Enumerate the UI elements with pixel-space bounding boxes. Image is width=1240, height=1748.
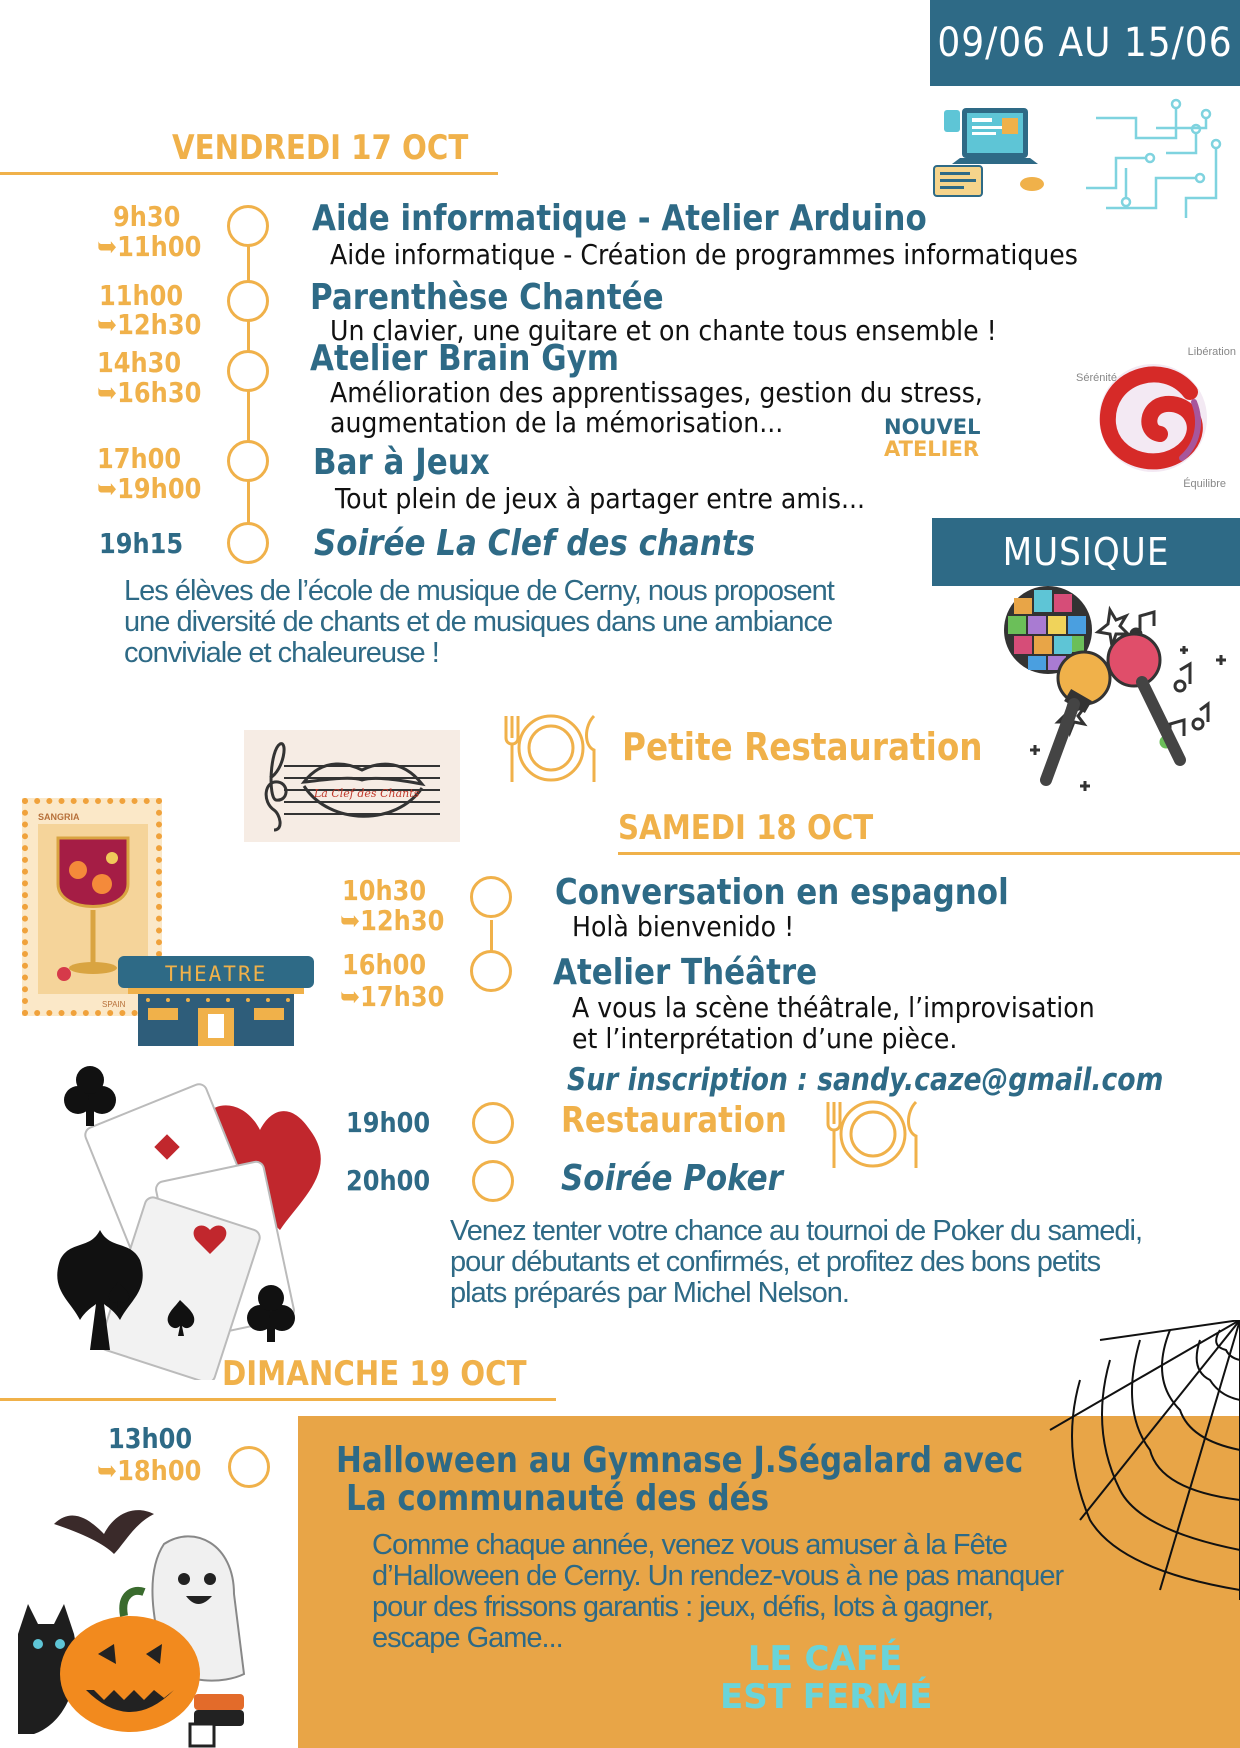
timeline-dot [227,280,269,322]
saturday-heading: SAMEDI 18 OCT [618,808,874,848]
new-badge-line1: NOUVEL [884,415,981,439]
date-range-text: 09/06 AU 15/06 [937,20,1233,66]
plate-cutlery-icon [498,710,604,786]
timeline-dot [227,205,269,247]
saturday-rule [618,852,1240,855]
logo-left-label: Sérénité [1076,372,1117,384]
event-title: Soirée Poker [561,1158,783,1199]
theatre-illustration [118,950,314,1050]
paragraph-line: plats préparés par Michel Nelson. [450,1277,849,1309]
event-end-time: ➥19h00 [97,472,202,505]
timeline-dot [470,876,512,918]
timeline-dot [470,950,512,992]
event-start-time: 17h00 [97,442,182,475]
paragraph-line: pour des frissons garantis : jeux, défis, lots à gagner, [372,1591,994,1623]
event-start-time: 20h00 [346,1164,431,1197]
microphones-icon [1030,590,1235,810]
theatre-sign-text: THEATRE [164,962,268,986]
timeline-dot [472,1160,514,1202]
event-title: Soirée La Clef des chants [314,523,756,564]
halloween-title-line1: Halloween au Gymnase J.Ségalard avec [336,1440,1024,1481]
friday-rule [0,172,498,175]
event-description: Un clavier, une guitare et on chante tous ensemble ! [330,314,997,347]
timeline-dot [228,1446,270,1488]
event-title: Parenthèse Chantée [310,277,664,318]
friday-heading: VENDREDI 17 OCT [172,128,469,168]
halloween-icon [14,1484,284,1748]
soiree-description [124,576,834,669]
event-start-time: 19h00 [346,1106,431,1139]
timeline-dot [227,440,269,482]
event-title: Conversation en espagnol [555,872,1009,913]
spider-web-icon [1040,1320,1240,1600]
event-start-time: 19h15 [99,527,184,560]
brain-gym-logo [1076,346,1236,494]
paragraph-line: Comme chaque année, venez vous amuser à la Fête [372,1529,1007,1561]
cafe-closed-notice [720,1639,933,1717]
circuit-icon [1076,98,1226,223]
event-title: Bar à Jeux [313,442,490,483]
event-description: Tout plein de jeux à partager entre amis... [335,482,866,515]
inscription-text: Sur inscription : sandy.caze@gmail.com [567,1062,1164,1098]
cafe-closed-line2: EST FERMÉ [720,1677,933,1717]
friday-restauration: Petite Restauration [622,725,983,769]
paragraph-line: d’Halloween de Cerny. Un rendez-vous à ne pas manquer [372,1560,1064,1592]
event-start-time: 11h00 [99,279,184,312]
clef-des-chants-logo [244,730,460,842]
event-description: A vous la scène théâtrale, l’improvisation [572,991,1095,1024]
event-end-time: ➥11h00 [97,230,202,263]
event-start-time: 14h30 [97,346,182,379]
logo-bottom-label: Équilibre [1183,478,1226,490]
stamp-top-label: SANGRIA [38,812,80,822]
timeline-dot [472,1102,514,1144]
musique-text: MUSIQUE [1002,530,1170,574]
event-start-time: 13h00 [108,1422,193,1455]
timeline-dot [227,522,269,564]
halloween-description [372,1530,1063,1654]
paragraph-line: escape Game... [372,1622,563,1654]
event-description: Aide informatique - Création de programmes informatiques [330,238,1078,271]
laptop-icon [928,100,1058,200]
paragraph-line: Venez tenter votre chance au tournoi de Poker du samedi, [450,1215,1143,1247]
poker-description [450,1216,1142,1309]
sunday-heading: DIMANCHE 19 OCT [222,1354,527,1394]
logo-top-label: Libération [1187,346,1236,358]
event-start-time: 16h00 [342,948,427,981]
new-badge-line2: ATELIER [884,437,980,461]
event-description: Amélioration des apprentissages, gestion du stress, [330,376,983,409]
paragraph-line: pour débutants et confirmés, et profitez des bons petits [450,1246,1101,1278]
event-end-time: ➥12h30 [340,904,445,937]
event-title: Atelier Brain Gym [310,338,620,379]
event-end-time: ➥17h30 [340,980,445,1013]
event-title: Atelier Théâtre [553,952,818,993]
paragraph-line: une diversité de chants et de musiques dans une ambiance [124,606,833,638]
event-end-time: ➥16h30 [97,376,202,409]
clef-logo-icon [244,730,460,842]
date-range-banner [930,0,1240,86]
musique-banner [932,518,1240,586]
halloween-title-line2: La communauté des dés [346,1478,770,1519]
event-start-time: 9h30 [113,200,181,233]
timeline-dot [227,350,269,392]
plate-cutlery-icon [820,1096,926,1172]
event-title: Aide informatique - Atelier Arduino [312,198,927,239]
event-description: et l’interprétation d’une pièce. [572,1022,958,1055]
event-title: Restauration [561,1100,787,1141]
cafe-closed-line1: LE CAFÉ [747,1639,903,1679]
paragraph-line: conviviale et chaleureuse ! [124,637,439,669]
event-end-time: ➥12h30 [97,308,202,341]
sunday-rule [0,1398,556,1401]
event-description: Holà bienvenido ! [572,910,795,943]
event-description: augmentation de la mémorisation... [330,406,784,439]
event-end-time: ➥18h00 [97,1454,202,1487]
event-start-time: 10h30 [342,874,427,907]
stamp-bottom-label: SPAIN [102,1000,126,1009]
paragraph-line: Les élèves de l’école de musique de Cerny, nous proposent [124,575,834,607]
playing-cards-icon [50,1060,325,1380]
clef-logo-text: La Clef des Chants [314,787,420,800]
